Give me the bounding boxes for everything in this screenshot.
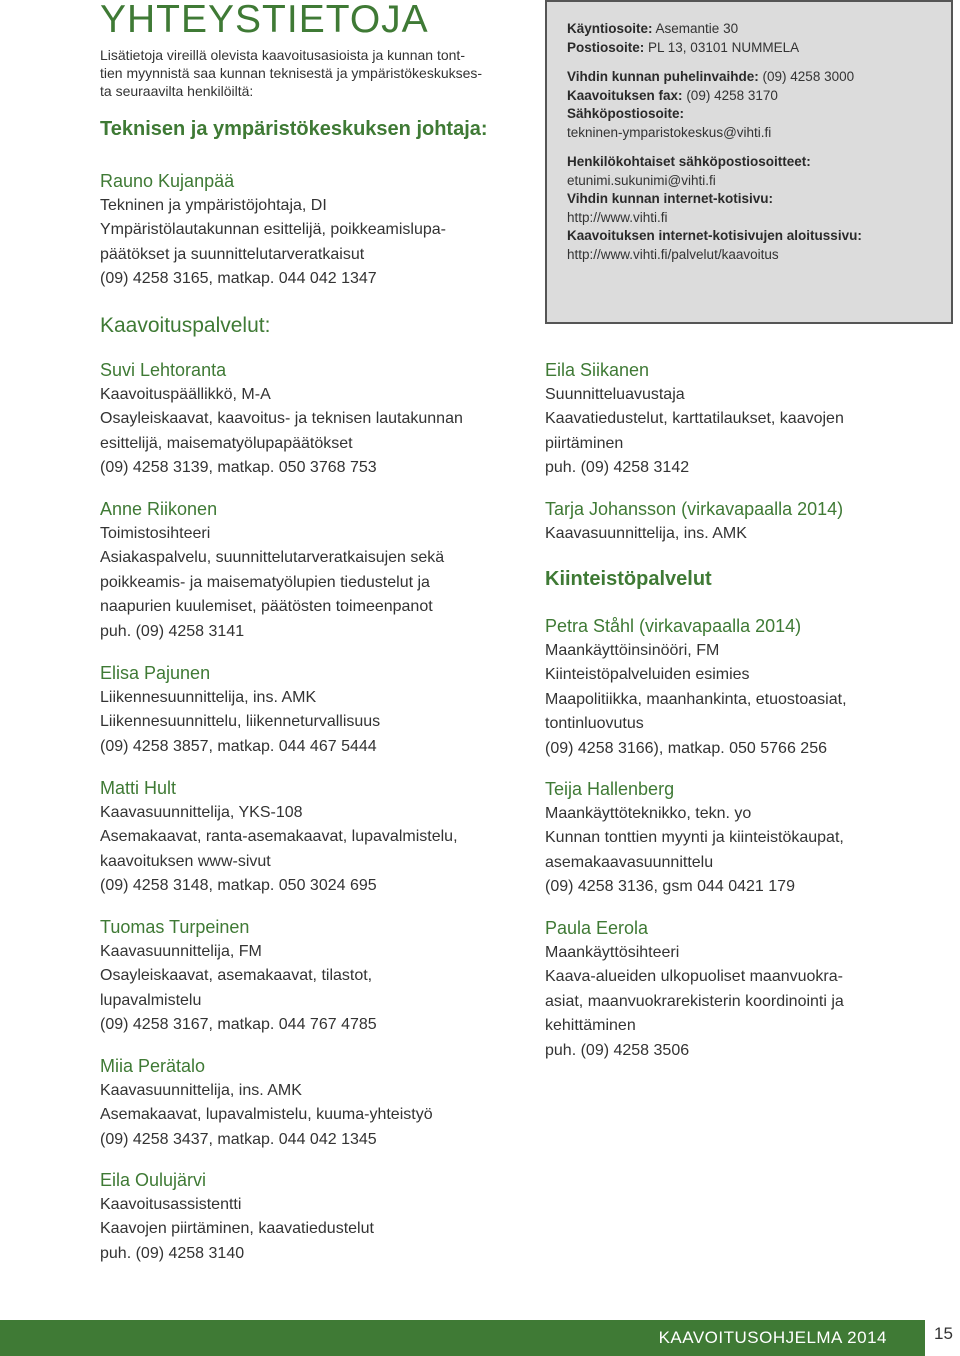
contact-line: Suunnitteluavustaja <box>545 385 685 403</box>
contact-name: Matti Hult <box>100 778 177 798</box>
contact-block <box>100 1054 520 1152</box>
contact-line: Kaavatiedustelut, karttatilaukset, kaavojen <box>545 410 844 427</box>
contact-line: Kaavasuunnittelija, ins. AMK <box>100 1081 302 1099</box>
contact-line: tontinluovutus <box>545 715 644 732</box>
contact-line: Kaava-alueiden ulkopuoliset maanvuokra- <box>545 968 843 985</box>
contact-line: (09) 4258 3148, matkap. 050 3024 695 <box>100 877 377 894</box>
contact-line: naapurien kuulemiset, päätösten toimeenpanot <box>100 598 433 615</box>
intro-line: ta seuraavilta henkilöiltä: <box>100 83 254 99</box>
contact-line: puh. (09) 4258 3141 <box>100 622 245 640</box>
contact-name: Paula Eerola <box>545 918 649 938</box>
email-label: Sähköpostiosoite: <box>567 106 685 121</box>
contact-line: (09) 4258 3139, matkap. 050 3768 753 <box>100 459 377 476</box>
contact-line: puh. (09) 4258 3142 <box>545 459 690 476</box>
contact-name: Petra Ståhl (virkavapaalla 2014) <box>545 616 802 636</box>
contact-line: Ympäristölautakunnan esittelijä, poikkeamislupa- <box>100 221 446 238</box>
contact-name: Tarja Johansson (virkavapaalla 2014) <box>545 499 844 519</box>
contact-line: Kaavoitusassistentti <box>100 1195 242 1213</box>
intro-text <box>100 46 520 100</box>
contact-line: lupavalmistelu <box>100 991 202 1009</box>
contact-line: Kaavasuunnittelija, YKS-108 <box>100 803 303 821</box>
info-box <box>545 0 953 324</box>
contact-line: Maankäyttöinsinööri, FM <box>545 641 720 659</box>
contact-line: Maankäyttösihteeri <box>545 943 680 961</box>
contact-line: Osayleiskaavat, kaavoitus- ja teknisen lautakunnan <box>100 410 463 427</box>
visit-address: Käyntiosoite: Asemantie 30 <box>567 21 739 36</box>
page-number: 15 <box>934 1324 953 1343</box>
contact-line: päätökset ja suunnittelutarveratkaisut <box>100 245 365 263</box>
contact-block <box>545 614 960 761</box>
contact-line: puh. (09) 4258 3140 <box>100 1244 245 1262</box>
web-label: Vihdin kunnan internet-kotisivu: <box>567 191 774 206</box>
contact-line: (09) 4258 3437, matkap. 044 042 1345 <box>100 1130 377 1148</box>
contact-line: kaavoituksen www-sivut <box>100 852 271 870</box>
intro-line: tien myynnistä saa kunnan teknisestä ja ympäristökeskukses- <box>100 65 483 81</box>
email-value[interactable]: tekninen-ymparistokeskus@vihti.fi <box>567 124 772 140</box>
contact-name: Anne Riikonen <box>100 499 218 519</box>
contact-name: Tuomas Turpeinen <box>100 917 250 937</box>
contact-line: kehittäminen <box>545 1017 636 1034</box>
contact-block <box>100 915 520 1038</box>
contact-line: puh. (09) 4258 3506 <box>545 1041 690 1059</box>
fax: Kaavoituksen fax: (09) 4258 3170 <box>567 87 778 103</box>
contact-line: Asemakaavat, lupavalmistelu, kuuma-yhteistyö <box>100 1106 433 1123</box>
contact-line: Kaavojen piirtäminen, kaavatiedustelut <box>100 1220 374 1237</box>
contact-line: piirtäminen <box>545 434 624 452</box>
director-heading: Teknisen ja ympäristökeskuksen johtaja: <box>100 118 488 140</box>
contact-name: Eila Siikanen <box>545 360 650 380</box>
contact-line: Maapolitiikka, maanhankinta, etuostoasiat, <box>545 690 847 708</box>
contact-line: (09) 4258 3165, matkap. 044 042 1347 <box>100 270 377 287</box>
services-heading: Kaavoituspalvelut: <box>100 314 271 337</box>
property-heading: Kiinteistöpalvelut <box>545 568 712 590</box>
contact-block <box>545 916 960 1063</box>
contact-line: asemakaavasuunnittelu <box>545 853 714 871</box>
contact-line: Tekninen ja ympäristöjohtaja, DI <box>100 196 327 214</box>
footer-bar <box>0 1320 925 1356</box>
contact-line: Kaavasuunnittelija, ins. AMK <box>545 524 747 542</box>
planning-web-link[interactable]: http://www.vihti.fi/palvelut/kaavoitus <box>567 246 779 262</box>
contact-name: Elisa Pajunen <box>100 663 211 683</box>
web-link[interactable]: http://www.vihti.fi <box>567 209 668 225</box>
contact-block <box>100 497 520 644</box>
postal-address: Postiosoite: PL 13, 03101 NUMMELA <box>567 39 800 55</box>
personal-email-value: etunimi.sukunimi@vihti.fi <box>567 172 716 188</box>
contact-line: (09) 4258 3136, gsm 044 0421 179 <box>545 878 795 895</box>
contact-block <box>545 358 960 481</box>
contact-line: (09) 4258 3166), matkap. 050 5766 256 <box>545 739 827 757</box>
contact-name: Suvi Lehtoranta <box>100 360 227 380</box>
contact-name: Teija Hallenberg <box>545 779 675 799</box>
contact-line: Kaavasuunnittelija, FM <box>100 942 262 960</box>
contact-line: Maankäyttöteknikko, tekn. yo <box>545 804 752 822</box>
contact-name: Miia Perätalo <box>100 1056 206 1076</box>
contact-block <box>100 1168 520 1266</box>
contact-line: (09) 4258 3167, matkap. 044 767 4785 <box>100 1016 377 1033</box>
personal-email-label: Henkilökohtaiset sähköpostiosoitteet: <box>567 154 811 169</box>
contact-line: asiat, maanvuokrarekisterin koordinointi ja <box>545 992 844 1010</box>
contact-block <box>100 358 520 481</box>
footer-title: KAAVOITUSOHJELMA 2014 <box>658 1328 887 1347</box>
contact-line: esittelijä, maisematyölupapäätökset <box>100 434 353 452</box>
contact-line: Osayleiskaavat, asemakaavat, tilastot, <box>100 967 373 984</box>
contact-line: Kunnan tonttien myynti ja kiinteistökaupat, <box>545 829 844 846</box>
contact-line: Asiakaspalvelu, suunnittelutarveratkaisujen sekä <box>100 549 445 566</box>
contact-name: Eila Oulujärvi <box>100 1170 207 1190</box>
switchboard: Vihdin kunnan puhelinvaihde: (09) 4258 3000 <box>567 69 855 84</box>
contact-line: Liikennesuunnittelu, liikenneturvallisuus <box>100 713 381 730</box>
contact-name: Rauno Kujanpää <box>100 171 235 191</box>
contact-line: Kaavoituspäällikkö, M-A <box>100 385 271 403</box>
contact-line: Kiinteistöpalveluiden esimies <box>545 666 750 683</box>
contact-line: poikkeamis- ja maisematyölupien tiedustelut ja <box>100 573 430 591</box>
page-title: YHTEYSTIETOJA <box>100 0 429 41</box>
contact-line: Asemakaavat, ranta-asemakaavat, lupavalmistelu, <box>100 828 458 845</box>
contact-line: Toimistosihteeri <box>100 524 211 542</box>
contact-line: (09) 4258 3857, matkap. 044 467 5444 <box>100 737 377 755</box>
contact-block <box>100 776 520 899</box>
director-contact <box>100 169 520 292</box>
contact-line: Liikennesuunnittelija, ins. AMK <box>100 688 317 706</box>
contact-block <box>100 661 520 759</box>
planning-web-label: Kaavoituksen internet-kotisivujen aloitussivu: <box>567 228 862 243</box>
contact-block <box>545 497 960 546</box>
intro-line: Lisätietoja vireillä olevista kaavoitusasioista ja kunnan tont- <box>100 47 465 63</box>
contact-block <box>545 777 960 900</box>
